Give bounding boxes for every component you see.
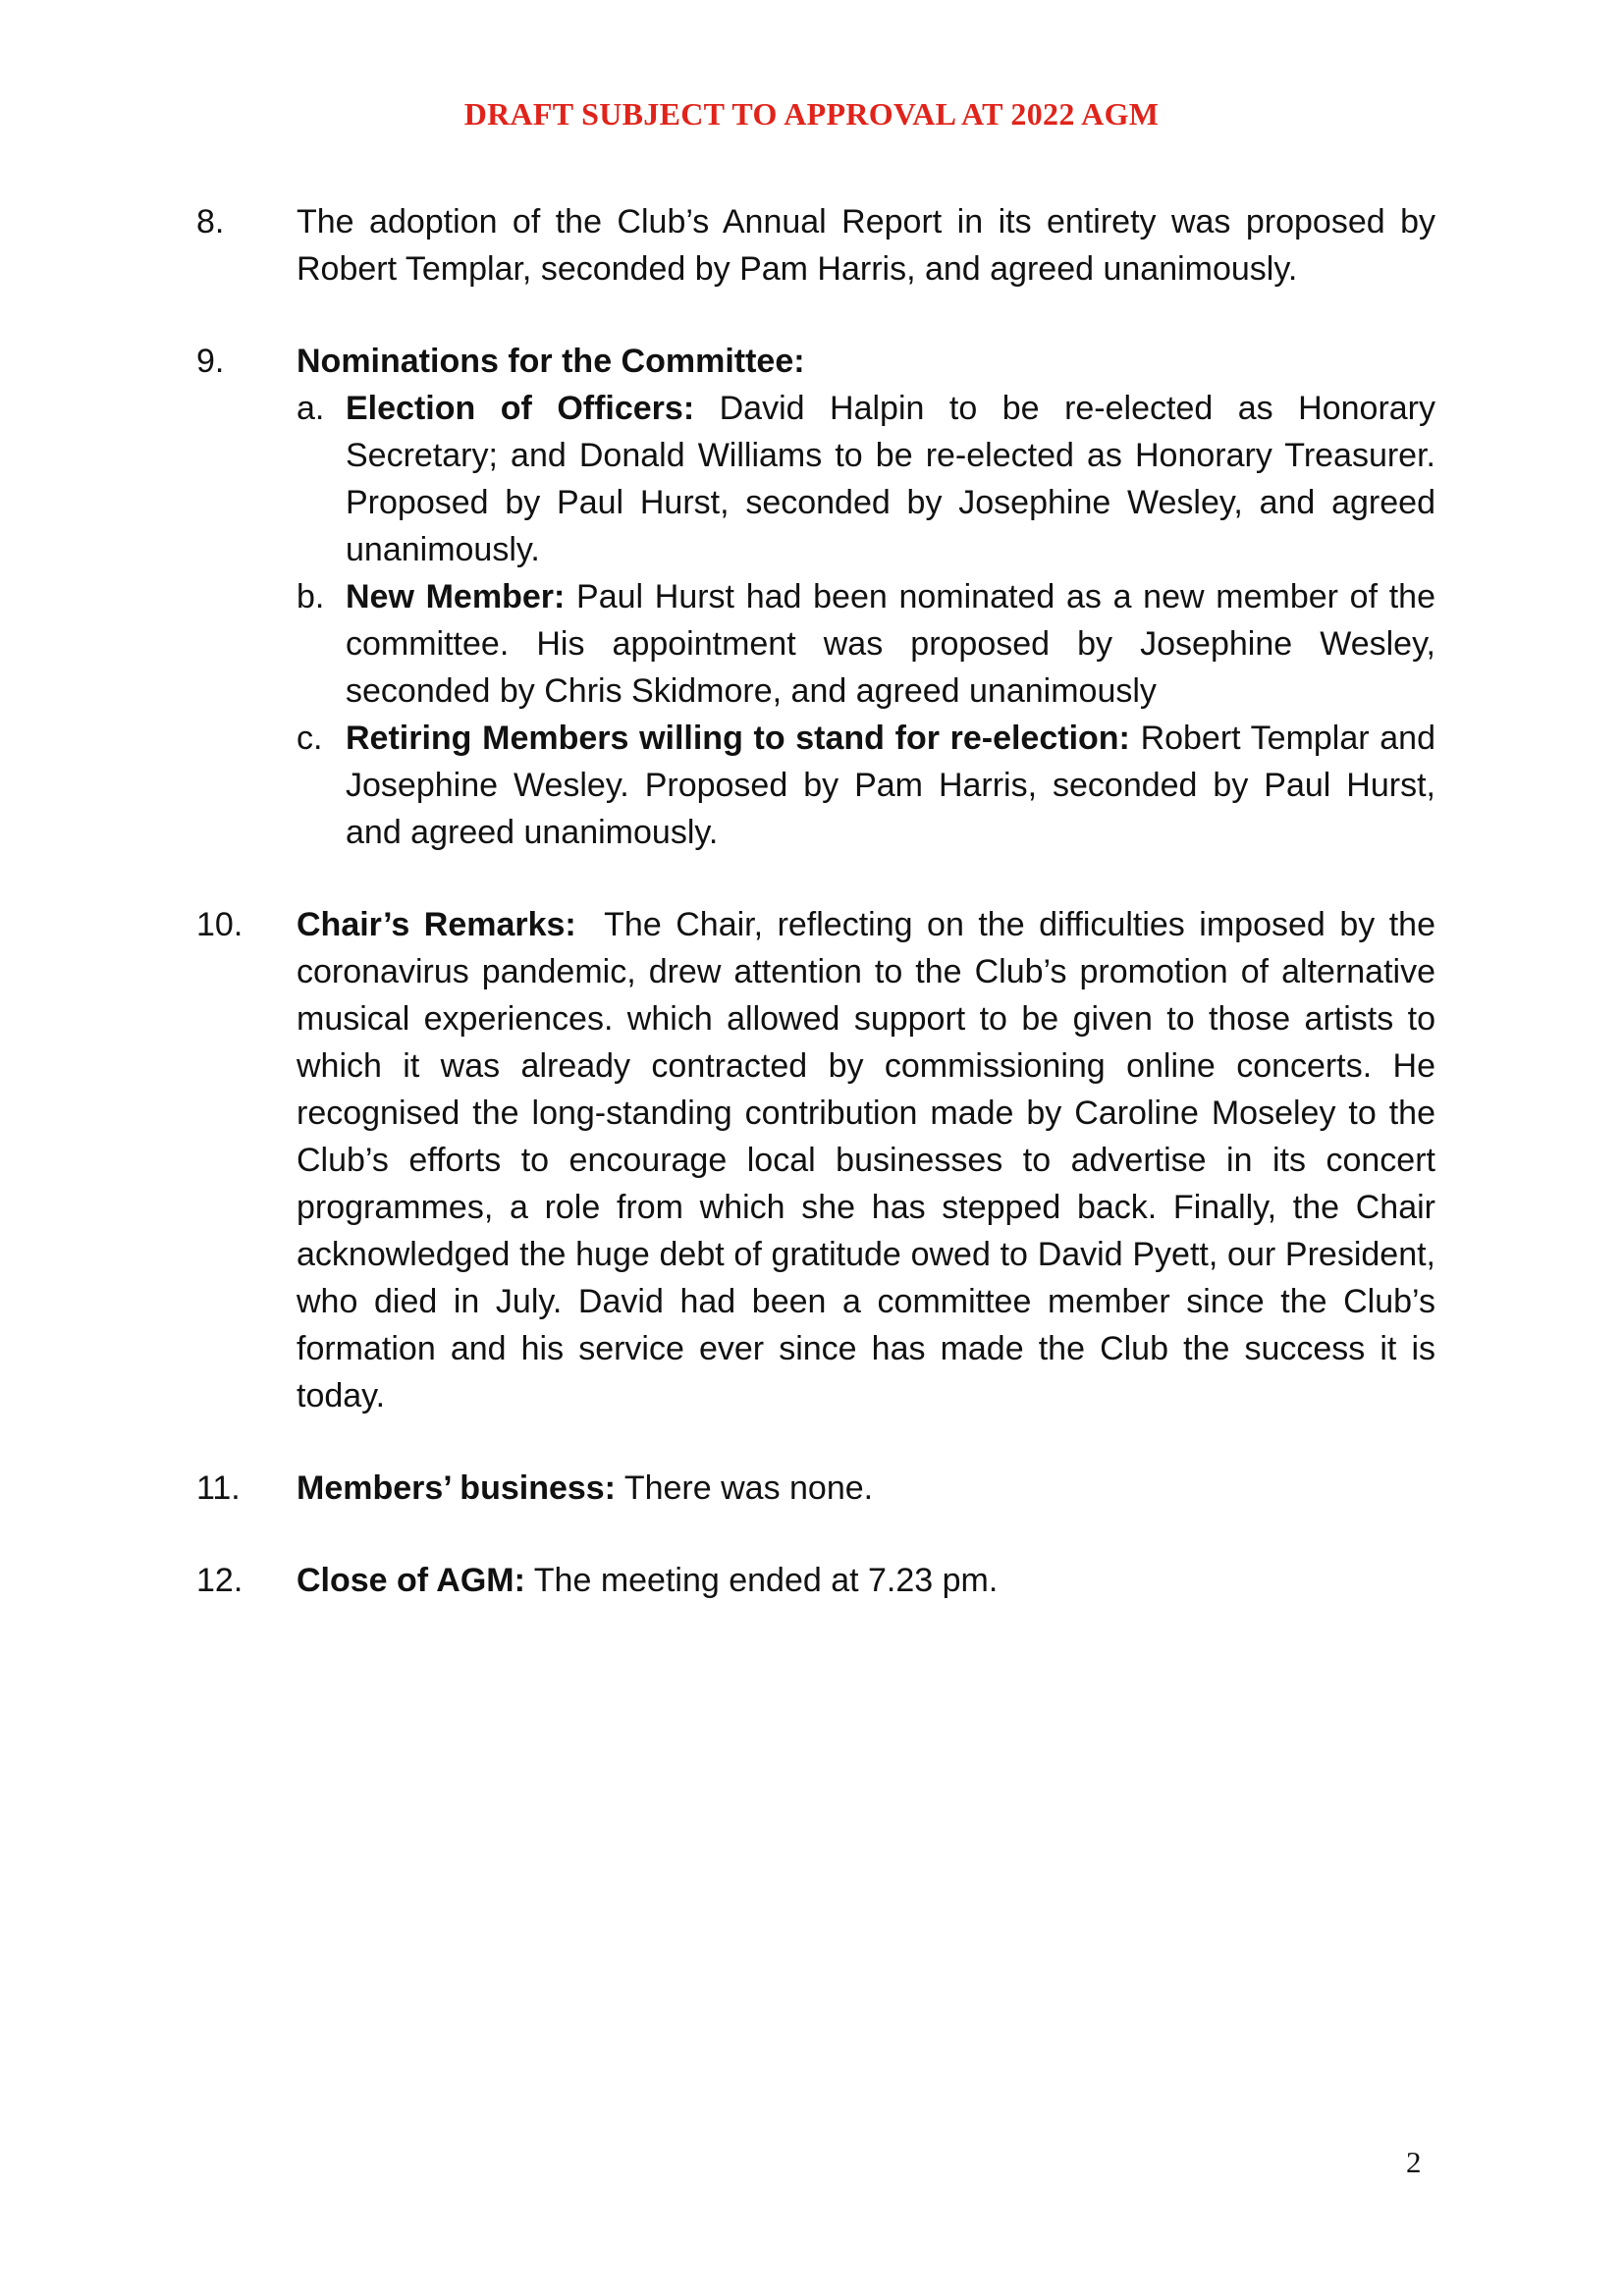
item-number: 11.	[196, 1469, 241, 1507]
minutes-body	[196, 198, 1445, 1604]
sub-item-letter: a.	[297, 390, 325, 427]
item-heading: Members’ business:	[297, 1469, 617, 1507]
sub-item-text: Paul Hurst had been nominated as a new member of the committee. His appointment was proposed by Josephine Wesley, seconded by Chris Skidmore, and agreed unanimously	[346, 578, 1435, 710]
item-heading: Chair’s Remarks:	[297, 906, 576, 943]
item-content	[297, 1465, 1435, 1512]
item-heading: Nominations for the Committee:	[297, 343, 805, 380]
sub-item-heading: Retiring Members willing to stand for re-election:	[346, 720, 1130, 757]
item-text: The adoption of the Club’s Annual Report in its entirety was proposed by Robert Templar, seconded by Pam Harris, and agreed unanimously.	[297, 203, 1435, 288]
minutes-item-11	[196, 1465, 1435, 1512]
item-content	[297, 901, 1445, 1419]
item-text: There was none.	[616, 1469, 874, 1507]
sub-item-text: Robert Templar and Josephine Wesley. Proposed by Pam Harris, seconded by Paul Hurst, and agreed unanimously.	[346, 720, 1435, 851]
item-number: 10.	[196, 906, 243, 943]
item-text: The Chair, reflecting on the difficulties imposed by the coronavirus pandemic, drew attention to the Club’s promotion of alternative musical experiences. which allowed support to be given to those artists to which it was already contracted by commissioning online concerts. He recognised the long-standing contribution made by Caroline Moseley to the Club’s efforts to encourage local businesses to advertise in its concert programmes, a role from which she has stepped back. Finally, the Chair acknowledged the huge debt of gratitude owed to David Pyett, our President, who died in July. David had been a committee member since the Club’s formation and his service ever since has made the Club the success it is today.	[297, 906, 1445, 1415]
minutes-item-8	[196, 198, 1435, 293]
minutes-item-10	[196, 901, 1445, 1419]
sub-item-heading: New Member:	[346, 578, 566, 615]
page-number: 2	[1406, 2145, 1422, 2179]
item-heading: Close of AGM:	[297, 1562, 525, 1599]
nominations-list	[297, 385, 1435, 856]
sub-item-new-member	[297, 573, 1435, 715]
sub-item-text: David Halpin to be re-elected as Honorary Secretary; and Donald Williams to be re-elected as Honorary Treasurer. Proposed by Paul Hurst, seconded by Josephine Wesley, and agreed unanimously.	[346, 390, 1435, 568]
minutes-item-9	[196, 338, 1435, 856]
sub-item-heading: Election of Officers:	[346, 390, 695, 427]
item-number: 9.	[196, 343, 225, 380]
item-text: The meeting ended at 7.23 pm.	[524, 1562, 999, 1599]
sub-item-election-of-officers	[297, 385, 1435, 573]
item-content	[297, 1557, 1435, 1604]
draft-notice: DRAFT SUBJECT TO APPROVAL AT 2022 AGM	[463, 96, 1160, 132]
item-number: 8.	[196, 203, 225, 240]
sub-item-letter: c.	[297, 720, 323, 757]
item-content	[297, 338, 1435, 856]
sub-item-letter: b.	[297, 578, 325, 615]
minutes-item-12	[196, 1557, 1435, 1604]
item-number: 12.	[196, 1562, 243, 1599]
sub-item-retiring-members	[297, 715, 1435, 856]
